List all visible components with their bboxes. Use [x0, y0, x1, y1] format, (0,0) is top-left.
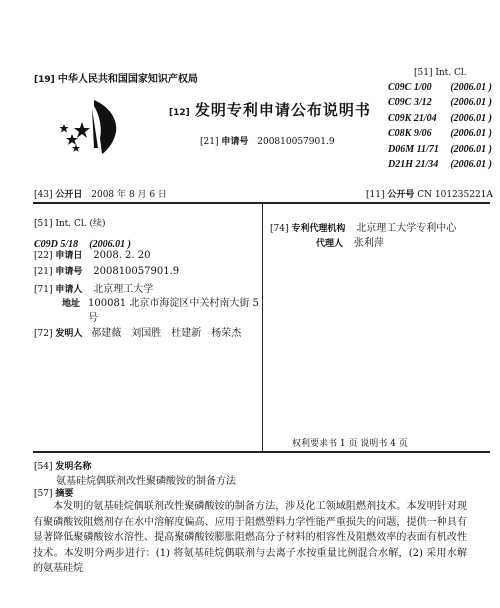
agency-label: 专利代理机构	[291, 224, 346, 234]
pubdate-value: 2008 年 8 月 6 日	[91, 190, 167, 200]
pubno-label: 公开号	[387, 190, 415, 200]
patent-office-emblem-icon	[56, 98, 126, 156]
inventor-row	[34, 324, 241, 339]
filing-label: 申请日	[55, 251, 83, 261]
inventor-value: 郝建薇 刘国胜 杜建新 杨荣杰	[91, 328, 242, 339]
agent-row	[316, 234, 384, 249]
agency-code: [74]	[270, 224, 289, 234]
filing-value: 2008. 2. 20	[93, 250, 151, 261]
invention-title: 氨基硅烷偶联剂改性聚磷酸铵的制备方法	[56, 476, 236, 487]
int-cl-row	[388, 144, 492, 159]
pubdate-label: 公开日	[55, 190, 83, 200]
applicant-code: [71]	[34, 285, 53, 295]
int-cl-continued-label: [51] Int. Cl. (续)	[34, 219, 106, 229]
abstract-code: [57]	[34, 489, 53, 499]
middle-rule	[33, 451, 490, 453]
int-cl-row	[388, 97, 492, 112]
agent-label: 代理人	[316, 239, 344, 249]
abstract-label: 摘要	[55, 489, 74, 499]
application-number-row	[34, 264, 179, 277]
int-cl-year: (2006.01 )	[450, 82, 492, 93]
int-cl-label: [51] Int. Cl.	[414, 68, 467, 78]
int-cl-year: (2006.01 )	[450, 112, 492, 124]
address-label: 地址	[62, 299, 81, 309]
int-cl-list	[388, 82, 492, 174]
abstract-text: 本发明的氨基硅烷偶联剂改性聚磷酸铵的制备方法，涉及化工领域阻燃剂技术。本发明针对现有聚磷酸铵阻燃剂存在水中溶解度偏高、应用于阻燃塑料力学性能严重损失的问题，提供一种具有显著降低聚磷酸铵水溶性、提高聚磷酸铵膨胀阻燃高分子材料的相容性及阻燃效率的表面有机改性技术。本发明分两步进行：(1) 将氨基硅烷偶联剂与去离子水按重量比例混合水解，(2) 采用水解的氨基硅烷	[33, 501, 467, 574]
appno-code: [21]	[34, 267, 53, 277]
int-cl-code: D21H 21/34	[388, 158, 439, 170]
pubno-value: CN 101235221A	[417, 190, 493, 200]
applicant-row	[34, 280, 153, 295]
application-number-line	[200, 134, 335, 147]
int-cl-year: (2006.01 )	[450, 158, 492, 170]
agent-value: 张利萍	[353, 238, 384, 249]
title-code: [54]	[34, 462, 53, 472]
int-cl-year: (2006.01 )	[450, 97, 492, 109]
int-cl-code: C09C 3/12	[388, 97, 432, 109]
address-line-1: 100081 北京市海淀区中关村南大街 5	[88, 298, 259, 309]
doc-code: [12]	[169, 108, 190, 118]
int-cl-code: C08K 9/06	[388, 128, 432, 140]
int-cl-code: C09D 5/18	[34, 239, 79, 250]
title-label: 发明名称	[55, 462, 92, 472]
int-cl-code: C09K 21/04	[388, 112, 437, 124]
int-cl-code: D06M 11/71	[388, 143, 439, 155]
claims-page-info: 权利要求书 1 页 说明书 4 页	[292, 439, 408, 449]
int-cl-year: (2006.01 )	[89, 239, 131, 250]
filing-code: [22]	[34, 251, 53, 261]
address-line-2: 号	[88, 313, 98, 324]
agency-value: 北京理工大学专利中心	[356, 223, 457, 234]
office-name: 中华人民共和国国家知识产权局	[57, 74, 198, 85]
int-cl-row	[388, 159, 492, 174]
country-code: [19]	[34, 75, 55, 85]
applicant-label: 申请人	[55, 285, 83, 295]
invention-title-header	[34, 459, 91, 472]
column-divider	[262, 203, 263, 451]
agency-row	[270, 219, 456, 234]
abstract-body	[33, 499, 467, 577]
pubno-code: [11]	[366, 190, 385, 200]
publication-date-line	[34, 187, 167, 200]
abstract-header	[34, 486, 73, 499]
pubdate-code: [43]	[34, 190, 53, 200]
int-cl-year: (2006.01 )	[450, 128, 492, 140]
filing-date-line	[34, 248, 151, 261]
appno-label: 申请号	[55, 267, 83, 277]
app-no-value: 200810057901.9	[257, 137, 335, 147]
country-office-line	[34, 70, 198, 85]
int-cl-code: C09C 1/00	[388, 82, 432, 93]
int-cl-row	[388, 113, 492, 128]
app-no-label: 申请号	[221, 137, 249, 147]
doc-title-text: 发明专利申请公布说明书	[194, 101, 371, 119]
appno-value: 200810057901.9	[93, 266, 180, 277]
publication-number-line	[366, 187, 493, 200]
applicant-value: 北京理工大学	[93, 284, 154, 295]
document-title	[169, 99, 371, 120]
inventor-label: 发明人	[55, 329, 83, 339]
app-no-code: [21]	[200, 137, 219, 147]
int-cl-year: (2006.01 )	[450, 143, 492, 155]
int-cl-row	[388, 82, 492, 97]
int-cl-row	[388, 128, 492, 143]
inventor-code: [72]	[34, 329, 53, 339]
